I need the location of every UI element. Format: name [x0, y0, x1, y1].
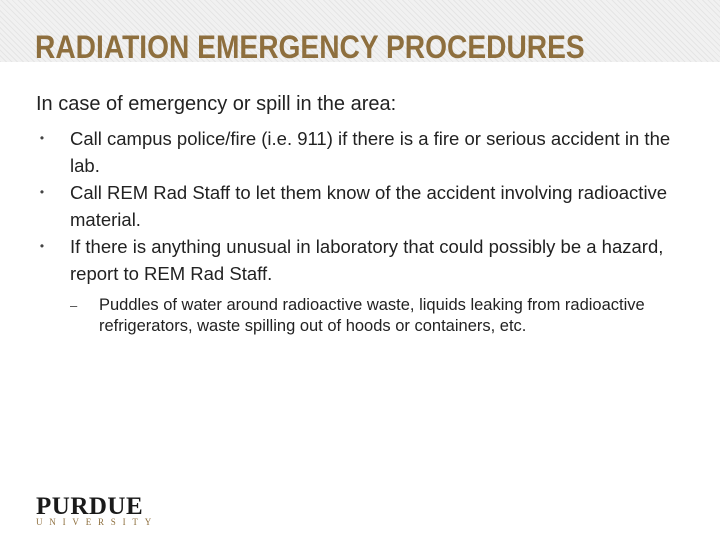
slide-content [36, 92, 696, 337]
intro-text: In case of emergency or spill in the area: [36, 93, 397, 115]
sub-bullet-item [70, 295, 696, 337]
bullet-list [36, 125, 696, 337]
bullet-item [36, 233, 696, 337]
sub-bullet-text: Puddles of water around radioactive waste, liquids leaking from radioactive refrigerators, waste spilling out of hoods or containers, etc. [99, 296, 645, 335]
bullet-item [36, 125, 696, 179]
bullet-icon: • [39, 131, 45, 145]
dash-icon: – [70, 298, 78, 313]
bullet-text: Call REM Rad Staff to let them know of the accident involving radioactive material. [70, 182, 668, 230]
logo-subtitle: UNIVERSITY [36, 517, 158, 527]
sub-bullet-list [70, 295, 696, 337]
bullet-item [36, 179, 696, 233]
bullet-text: If there is anything unusual in laboratory that could possibly be a hazard, report to REM Rad Staff. [70, 236, 664, 284]
bullet-icon: • [39, 185, 45, 199]
slide-title: RADIATION EMERGENCY PROCEDURES [35, 29, 585, 65]
bullet-text: Call campus police/fire (i.e. 911) if there is a fire or serious accident in the lab. [70, 128, 671, 176]
bullet-icon: • [39, 239, 45, 253]
purdue-logo [36, 493, 158, 528]
logo-wordmark: PURDUE [36, 493, 144, 520]
